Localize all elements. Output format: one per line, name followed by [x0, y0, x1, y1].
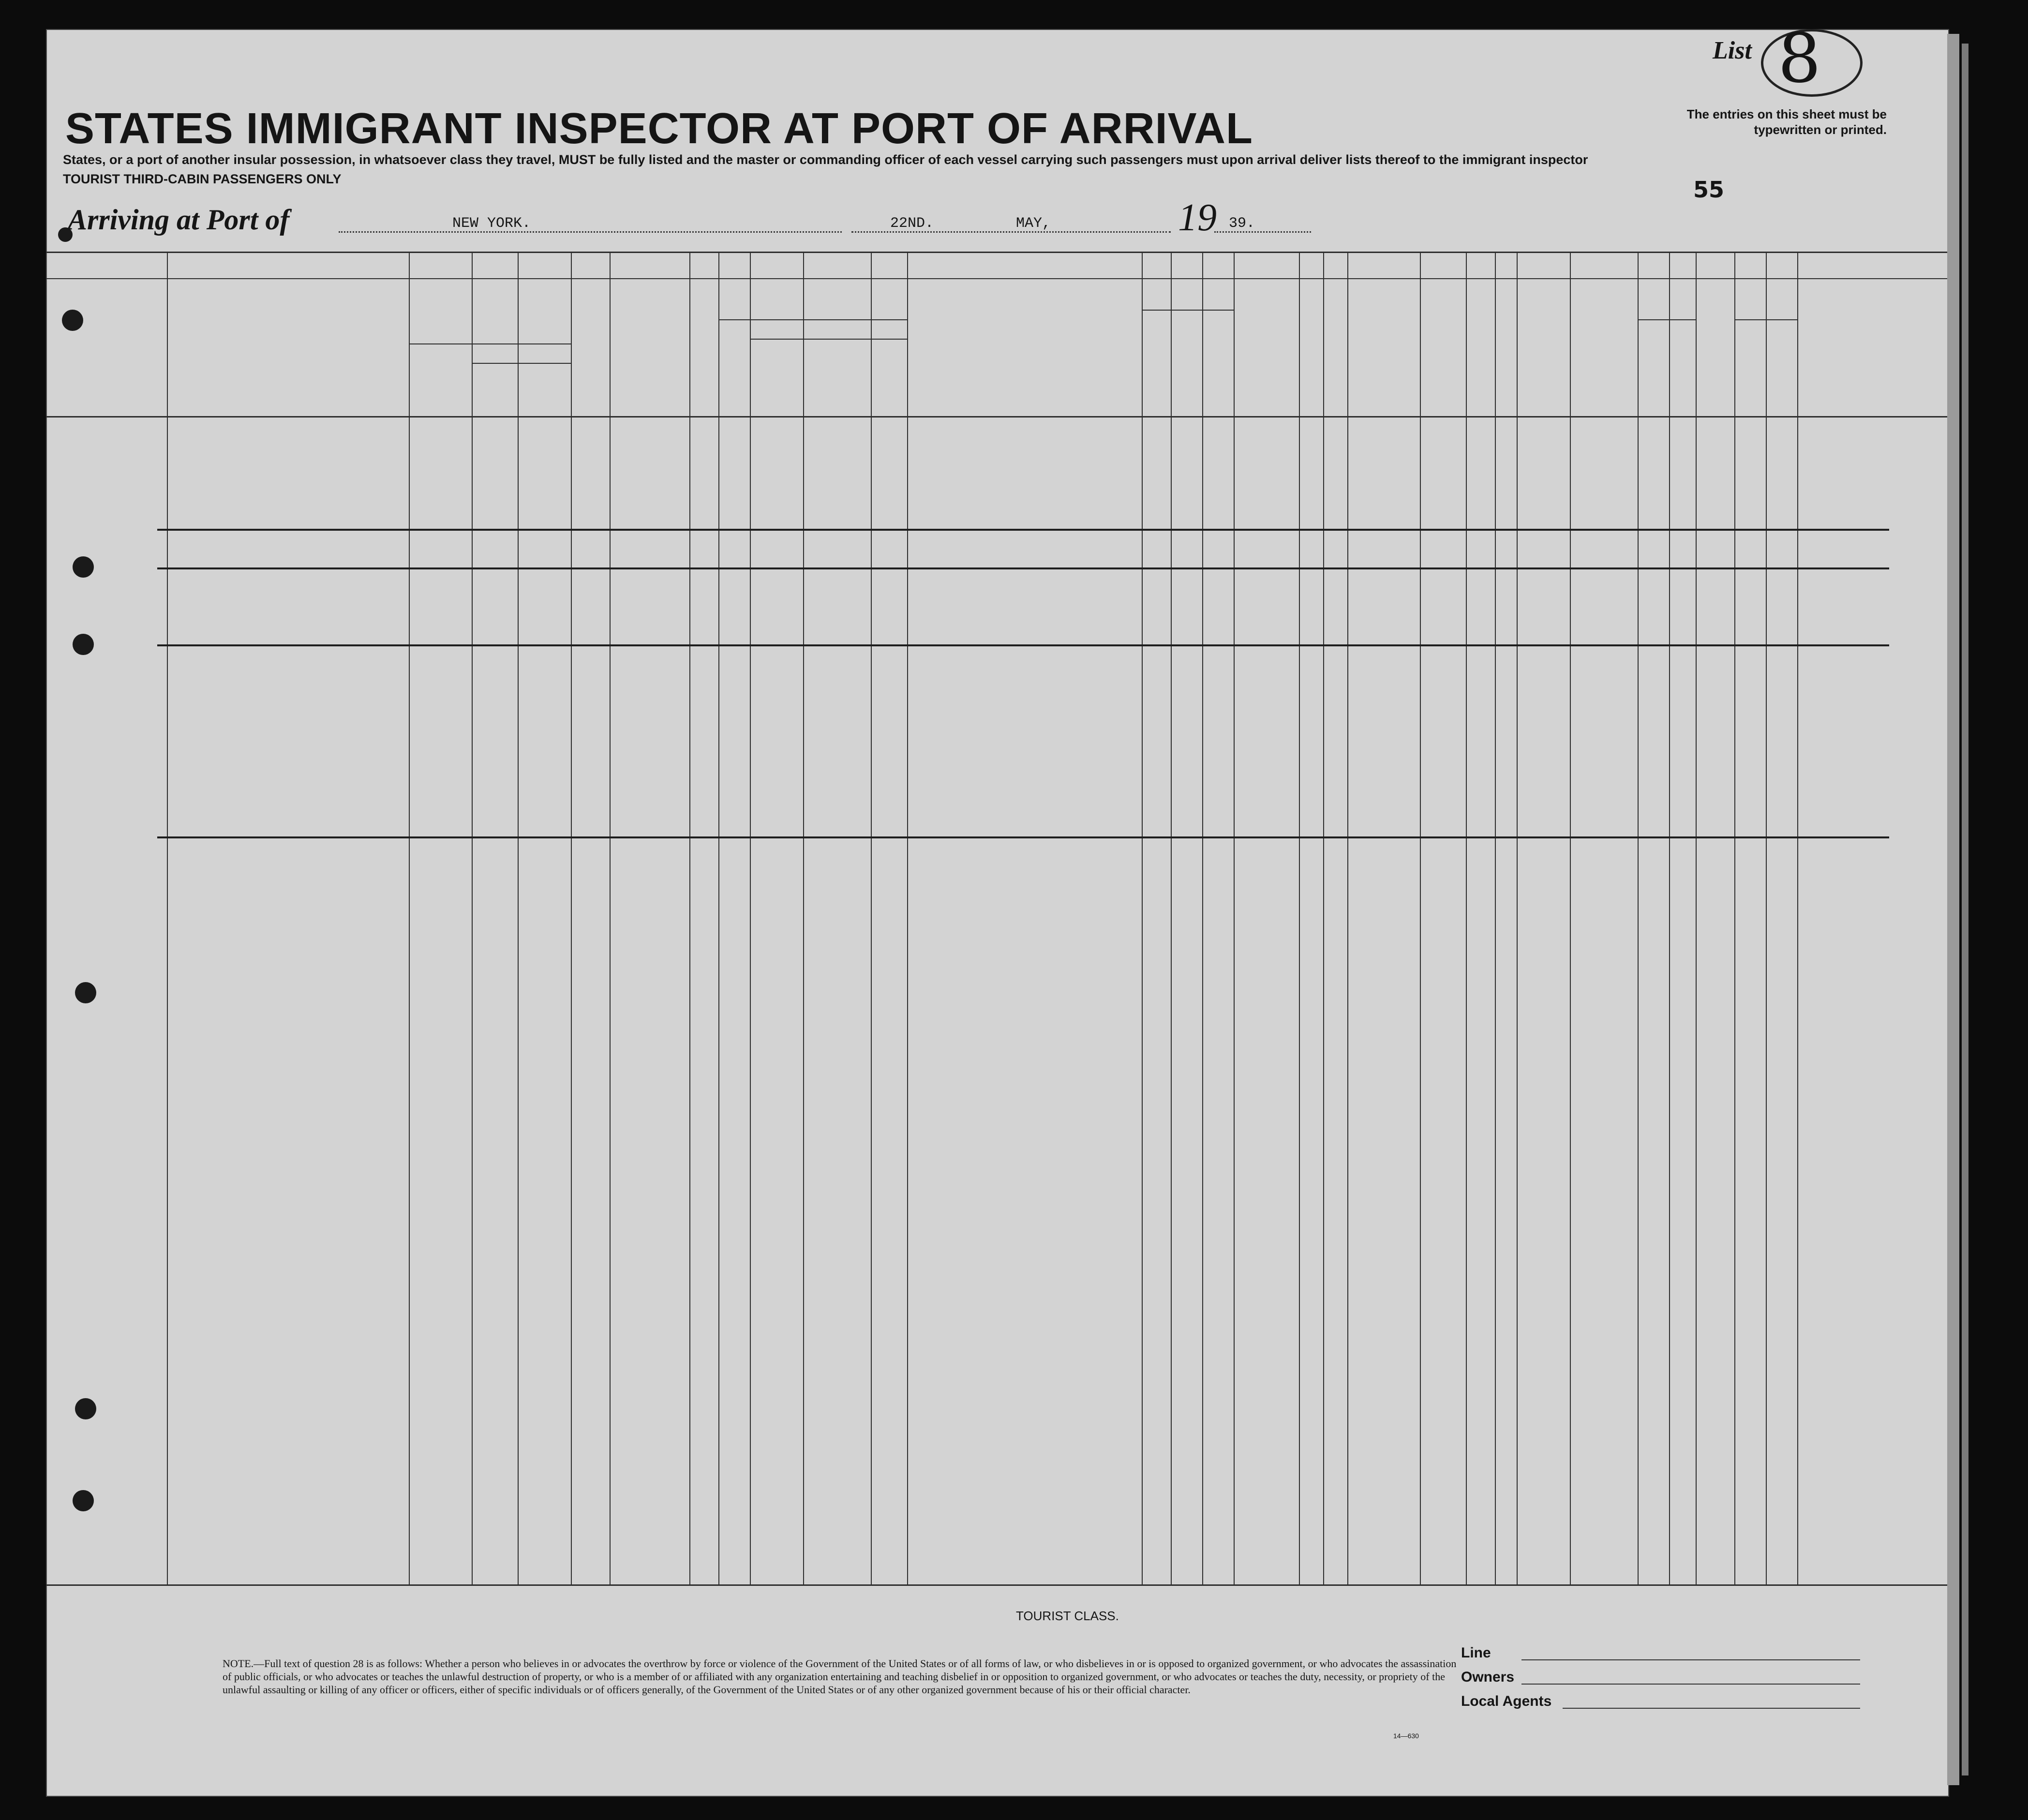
header-relative [169, 324, 407, 397]
header-feet [1639, 348, 1668, 397]
form-code: 14—630 [1393, 1732, 1419, 1740]
header-date-last [873, 343, 905, 406]
column-rule [1570, 252, 1571, 1584]
header-prison [1235, 285, 1297, 411]
column-rule [1202, 252, 1203, 1584]
header-color-of [1736, 298, 1795, 312]
question-28-note: NOTE.—Full text of question 28 is as follows: Whether a person who believes in or advocates the overthrow by force or violence of the Government of the United States or of all forms of law, or who disbelieves in or is opposed to organized government, or who advocates the assassination of public officials, or who advocates or teaches the unlawful destruction of property, or who is a member of or affiliated with any organization entertaining and teaching disbelief in or opposition to organized government, or who advocates or teaches the duty, necessity, or propriety of the unlawful assaulting or killing of any officer or officers, either of specific individuals or of officers generally, of the Government of the United States or of any other organized government because of his or their official character. [223, 1657, 1457, 1696]
manifest-table [46, 252, 1947, 1596]
column-number-rule [46, 278, 1947, 279]
header-period [752, 353, 801, 402]
header-purpose-b [1172, 312, 1201, 411]
column-rule [518, 252, 519, 1584]
header-anarchist [1325, 285, 1346, 411]
column-rule [907, 252, 908, 1584]
column-rule [1299, 252, 1300, 1584]
color-subrule [1734, 319, 1797, 320]
column-rule [472, 252, 473, 1584]
column-rule [1669, 252, 1670, 1584]
header-purpose-a [1143, 312, 1169, 411]
column-rule [750, 252, 751, 1584]
strike-line [157, 567, 1889, 569]
column-rule [1171, 252, 1172, 1584]
header-labor-offer [1421, 285, 1464, 411]
header-before-note [752, 323, 905, 336]
arrival-month: MAY, [1016, 215, 1051, 232]
header-paid-by [611, 314, 687, 353]
header-deformed [1572, 310, 1636, 397]
header-where [805, 373, 869, 387]
agents-signature-line [1563, 1708, 1860, 1709]
typewritten-note: The entries on this sheet must be typewritten or printed. [1686, 107, 1887, 137]
arrival-century: 19 [1178, 196, 1217, 239]
strike-line [157, 644, 1889, 646]
header-complexion [1698, 334, 1732, 363]
column-rule [718, 252, 719, 1584]
column-rule [803, 252, 804, 1584]
column-rule [1517, 252, 1518, 1584]
column-rule [409, 252, 410, 1584]
header-eyes [1768, 368, 1795, 380]
height-subrule [1638, 319, 1696, 320]
arrival-label: Arriving at Port of [68, 204, 290, 236]
header-purpose-c [1204, 312, 1232, 411]
header-marks [1799, 334, 1945, 358]
purpose-subrule [1142, 310, 1234, 311]
header-arrested [1496, 285, 1515, 411]
manifest-title: STATES IMMIGRANT INSPECTOR AT PORT OF ARRIVAL [65, 104, 1253, 153]
column-rule [571, 252, 572, 1584]
line-label: Line [1461, 1645, 1491, 1661]
header-if-yes [752, 310, 905, 320]
page-edge [1947, 34, 1959, 1785]
port-dotline [339, 231, 842, 233]
header-health [1519, 310, 1568, 382]
arrival-port: NEW YORK. [452, 215, 531, 232]
header-fifty-dollars [691, 290, 717, 411]
header-in-usa [474, 346, 569, 362]
header-hair [1736, 368, 1764, 380]
header-height [1640, 298, 1694, 312]
column-rule [1420, 252, 1421, 1584]
header-excluded [1467, 285, 1493, 411]
manifest-subtitle: States, or a port of another insular possession, in whatsoever class they travel, MUST be fully listed and the master or commanding officer of each vessel carrying such passengers must upon arrival deliver lists thereof to the immigrant inspector [63, 152, 1588, 167]
column-rule [1323, 252, 1324, 1584]
column-rule [1466, 252, 1467, 1584]
header-purpose [1144, 288, 1232, 309]
column-rule [689, 252, 690, 1584]
list-number: 8 [1778, 19, 1821, 98]
header-final-destination-note [411, 313, 569, 338]
column-rule [1797, 252, 1798, 1584]
arrival-year: 39. [1229, 215, 1255, 232]
usa-subrule [472, 363, 571, 364]
header-no-on-list [48, 319, 165, 368]
header-final-destination [411, 300, 569, 313]
arrival-day: 22ND. [890, 215, 934, 232]
strike-line [157, 529, 1889, 531]
header-ticket [572, 290, 608, 411]
column-rule [1638, 252, 1639, 1584]
dest-subrule [409, 343, 571, 344]
column-rule [1734, 252, 1735, 1584]
column-rule [1696, 252, 1697, 1584]
header-bottom-rule [46, 416, 1947, 418]
column-rule [1347, 252, 1348, 1584]
header-polygamist [1300, 285, 1322, 411]
table-bottom-rule [46, 1584, 1947, 1586]
page-edge [1962, 44, 1968, 1775]
owners-signature-line [1521, 1684, 1860, 1685]
header-q28 [1349, 285, 1418, 411]
tourist-class-label: TOURIST CLASS. [1016, 1609, 1119, 1623]
header-yes-no [720, 358, 748, 387]
column-rule [1234, 252, 1235, 1584]
header-city [520, 387, 569, 399]
header-paid-by-note [611, 354, 687, 411]
header-inches [1670, 348, 1694, 397]
line-signature-line [1521, 1659, 1860, 1660]
page-code: 55 [1693, 177, 1725, 203]
owners-label: Owners [1461, 1669, 1515, 1685]
agents-label: Local Agents [1461, 1693, 1552, 1709]
header-foreign-country [411, 348, 470, 411]
column-rule [1766, 252, 1767, 1584]
column-rule [871, 252, 872, 1584]
header-joining [909, 319, 1140, 392]
column-rule [610, 252, 611, 1584]
column-rule [167, 252, 168, 1584]
header-state [474, 387, 516, 399]
column-rule [1495, 252, 1496, 1584]
list-label: List [1713, 37, 1752, 64]
passenger-class-line: TOURIST THIRD-CABIN PASSENGERS ONLY [63, 172, 342, 186]
ifyes-subrule [750, 339, 907, 340]
header-top-rule [46, 252, 1947, 253]
strike-line [157, 836, 1889, 838]
column-rule [1142, 252, 1143, 1584]
